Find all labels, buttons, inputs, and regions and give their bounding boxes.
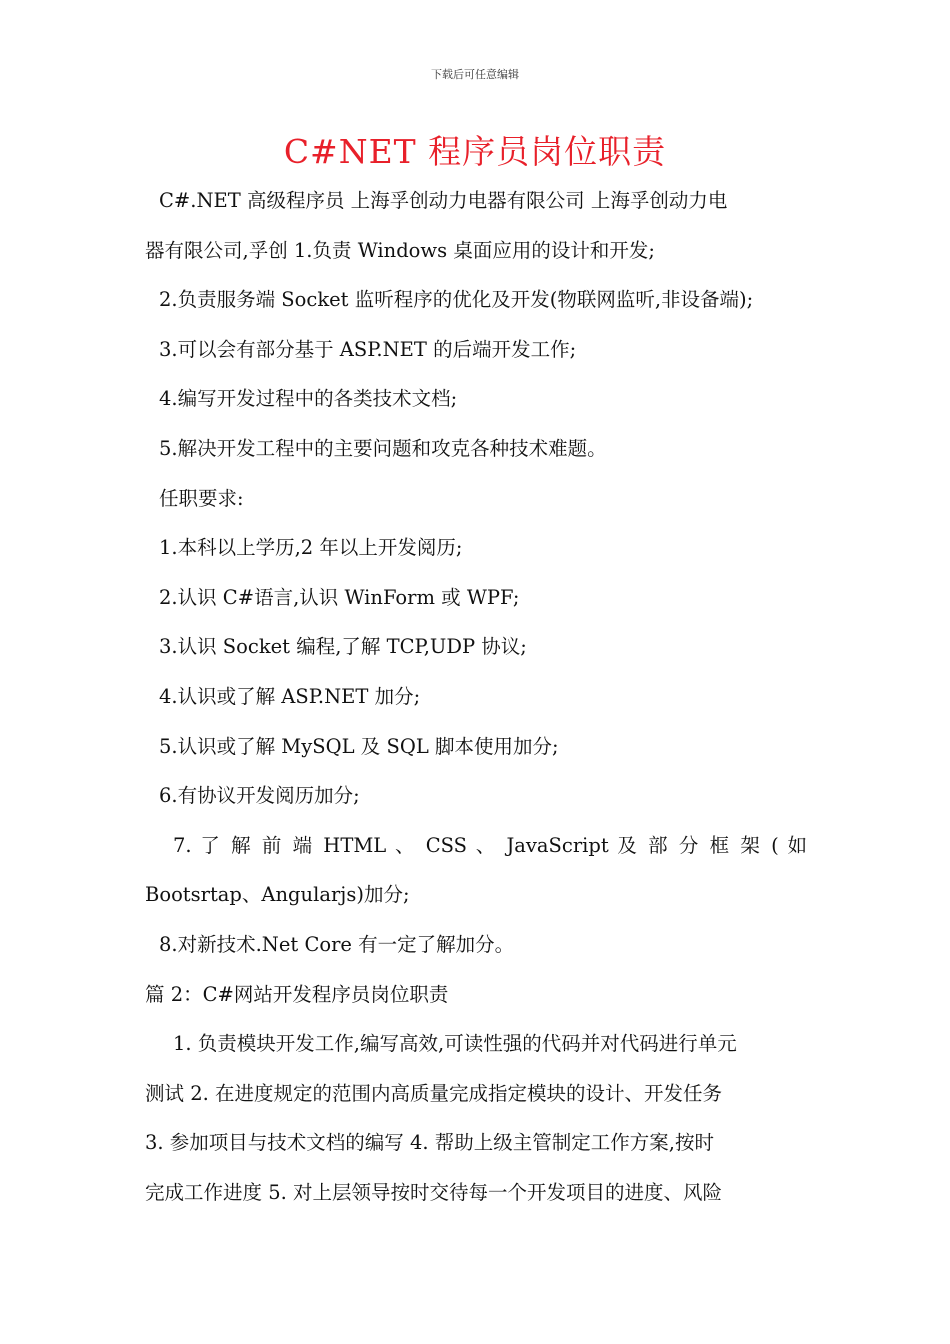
list-item: 2.认识 C#语言,认识 WinForm 或 WPF; <box>159 585 520 609</box>
list-item: 8.对新技术.Net Core 有一定了解加分。 <box>159 932 515 956</box>
header-note: 下载后可任意编辑 <box>431 68 519 81</box>
document-title: C#NET 程序员岗位职责 <box>283 132 667 171</box>
requirements-heading: 任职要求: <box>159 486 244 510</box>
document-body <box>145 176 807 1217</box>
list-item: 6.有协议开发阅历加分; <box>159 784 360 808</box>
section-line: 3. 参加项目与技术文档的编写 4. 帮助上级主管制定工作方案,按时 <box>145 1131 715 1155</box>
list-item: 5.解决开发工程中的主要问题和攻克各种技术难题。 <box>159 436 607 460</box>
list-item-continuation: Bootsrtap、Angularjs)加分; <box>145 883 410 907</box>
list-item: 2.负责服务端 Socket 监听程序的优化及开发(物联网监听,非设备端); <box>159 288 754 312</box>
list-item: 4.编写开发过程中的各类技术文档; <box>159 387 458 411</box>
section-line: 测试 2. 在进度规定的范围内高质量完成指定模块的设计、开发任务 <box>145 1081 723 1105</box>
paragraph: 器有限公司,孚创 1.负责 Windows 桌面应用的设计和开发; <box>145 238 655 262</box>
section-heading: 篇 2：C#网站开发程序员岗位职责 <box>145 982 449 1006</box>
section-line: 完成工作进度 5. 对上层领导按时交待每一个开发项目的进度、风险 <box>145 1180 723 1204</box>
list-item: 3.可以会有部分基于 ASP.NET 的后端开发工作; <box>159 337 577 361</box>
section-line: 1. 负责模块开发工作,编写高效,可读性强的代码并对代码进行单元 <box>173 1032 737 1056</box>
paragraph: C#.NET 高级程序员 上海孚创动力电器有限公司 上海孚创动力电 <box>159 189 728 212</box>
list-item: 4.认识或了解 ASP.NET 加分; <box>159 684 421 708</box>
list-item: 7. 了 解 前 端 HTML 、 CSS 、 JavaScript 及 部 分 框 架 ( 如 <box>173 833 807 857</box>
list-item: 1.本科以上学历,2 年以上开发阅历; <box>159 536 463 560</box>
list-item: 3.认识 Socket 编程,了解 TCP,UDP 协议; <box>159 635 527 659</box>
list-item: 5.认识或了解 MySQL 及 SQL 脚本使用加分; <box>159 734 559 758</box>
